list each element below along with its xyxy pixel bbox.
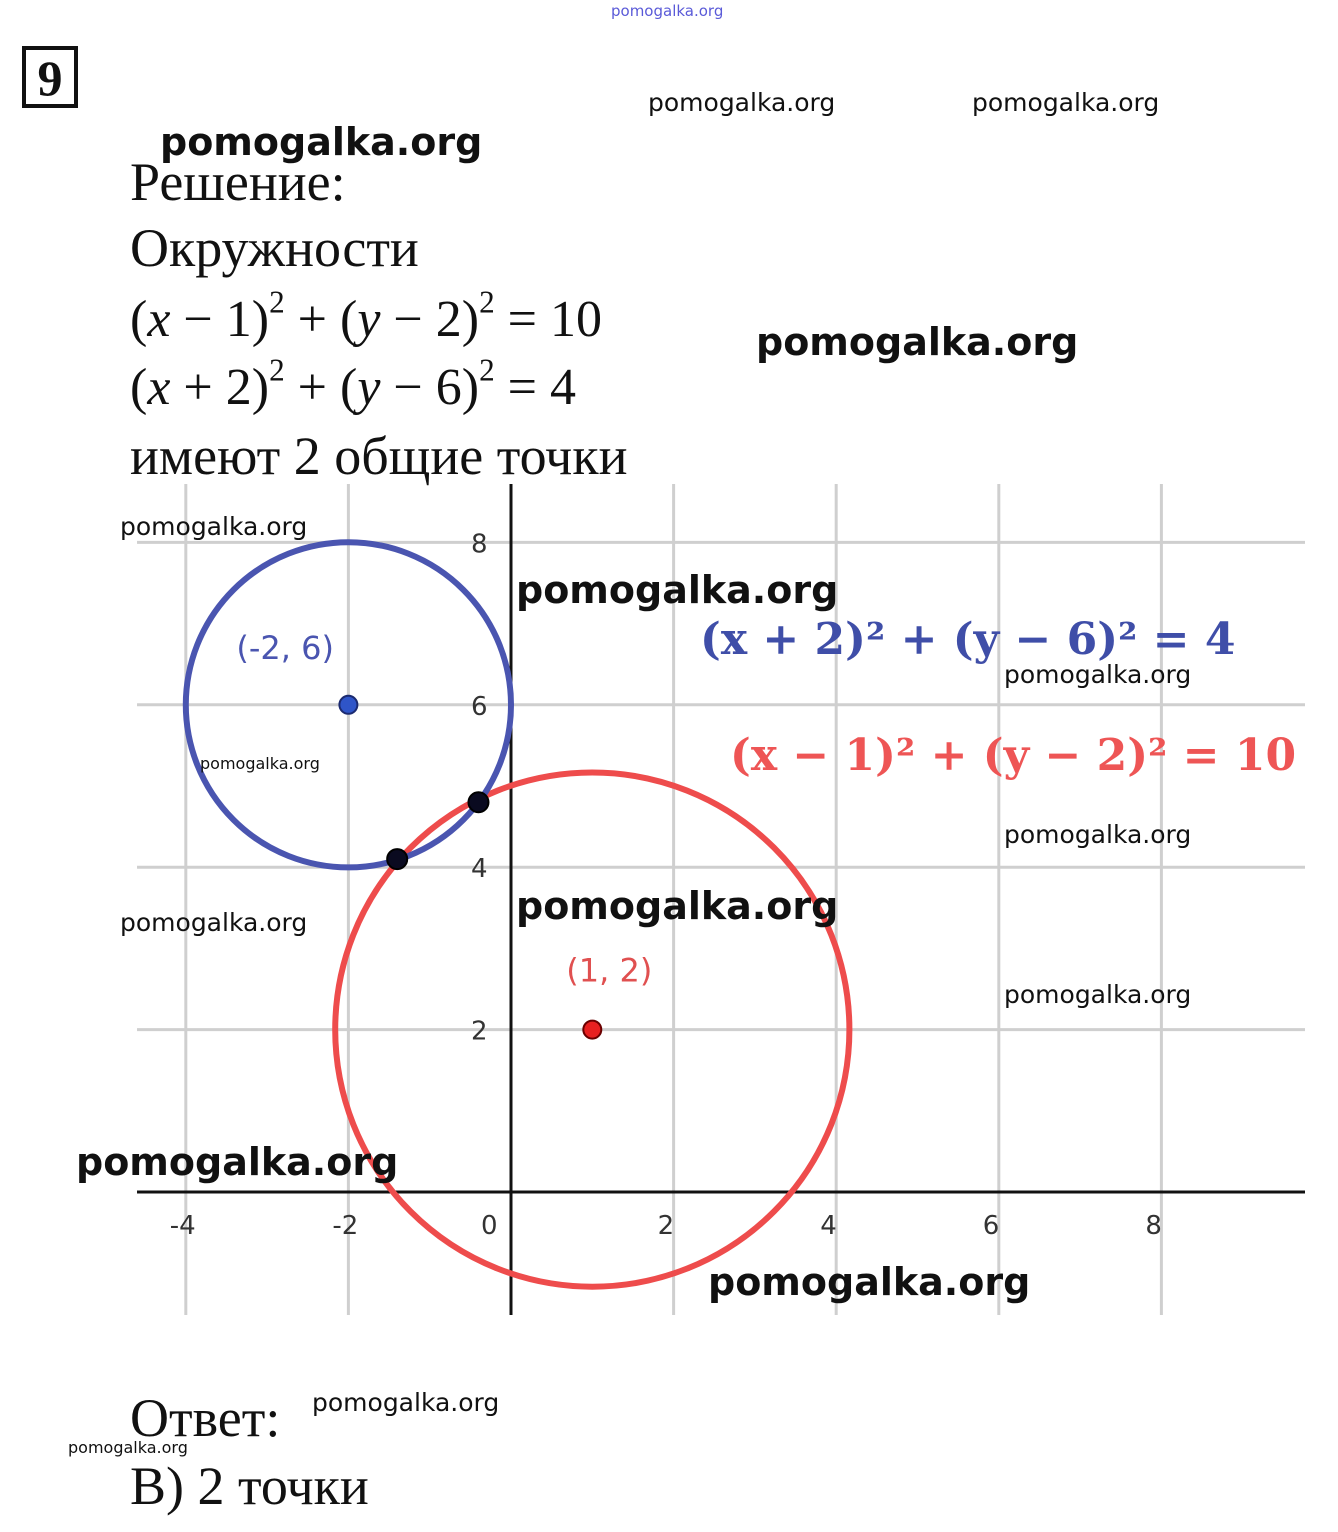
eq1-h: 1	[225, 291, 252, 348]
watermark: pomogalka.org	[76, 1140, 399, 1184]
x-tick-label: -2	[332, 1211, 359, 1241]
answer-value: В) 2 точки	[130, 1456, 369, 1516]
watermark: pomogalka.org	[120, 512, 308, 541]
x-tick-label: 0	[481, 1211, 498, 1241]
intersection-point	[468, 792, 488, 812]
solution-conclusion: имеют 2 общие точки	[130, 426, 628, 486]
y-tick-label: 2	[471, 1016, 488, 1047]
eq1-k: 2	[435, 291, 462, 348]
x-tick-label: 8	[1145, 1211, 1162, 1241]
eq1-r2: 10	[550, 291, 602, 348]
watermark: pomogalka.org	[312, 1388, 500, 1417]
eq2-h: 2	[225, 359, 252, 416]
watermark: pomogalka.org	[708, 1260, 1031, 1304]
watermark: pomogalka.org	[972, 88, 1160, 117]
eq2-r2: 4	[550, 359, 576, 416]
blue-center-point	[339, 696, 357, 714]
x-tick-label: 4	[820, 1211, 837, 1241]
problem-number: 9	[22, 46, 78, 108]
watermark-top: pomogalka.org	[611, 2, 724, 20]
intersection-point	[387, 849, 407, 869]
x-tick-label: 6	[982, 1211, 1000, 1241]
watermark: pomogalka.org	[1004, 660, 1192, 689]
watermark: pomogalka.org	[120, 908, 308, 937]
equation-2: $(x + 2)^2 + (y - 6)^2 = 4$	[130, 352, 576, 416]
watermark: pomogalka.org	[516, 884, 839, 928]
equation-1: $(x - 1)^2 + (y - 2)^2 = 10$	[130, 284, 602, 348]
watermark: pomogalka.org	[648, 88, 836, 117]
watermark: pomogalka.org	[200, 754, 320, 773]
watermark: pomogalka.org	[756, 320, 1079, 364]
answer-heading: Ответ:	[130, 1388, 281, 1448]
watermark: pomogalka.org	[516, 568, 839, 612]
y-tick-label: 8	[471, 529, 488, 560]
x-tick-label: 2	[657, 1211, 675, 1241]
eq2-k: 6	[435, 359, 462, 416]
solution-heading: Решение:	[130, 152, 346, 212]
watermark: pomogalka.org	[160, 120, 483, 164]
watermark: pomogalka.org	[68, 1438, 188, 1457]
x-tick-label: -4	[169, 1211, 196, 1241]
watermark: pomogalka.org	[1004, 820, 1192, 849]
blue-circle-equation: (x + 2)² + (y − 6)² = 4	[700, 614, 1236, 665]
watermark: pomogalka.org	[1004, 980, 1192, 1009]
y-tick-label: 6	[471, 691, 488, 722]
y-tick-label: 4	[471, 854, 488, 885]
red-center-label: (1, 2)	[566, 951, 653, 990]
red-circle-equation: (x − 1)² + (y − 2)² = 10	[730, 730, 1297, 781]
blue-center-label: (-2, 6)	[236, 628, 334, 667]
solution-intro: Окружности	[130, 218, 419, 278]
red-center-point	[583, 1021, 601, 1039]
